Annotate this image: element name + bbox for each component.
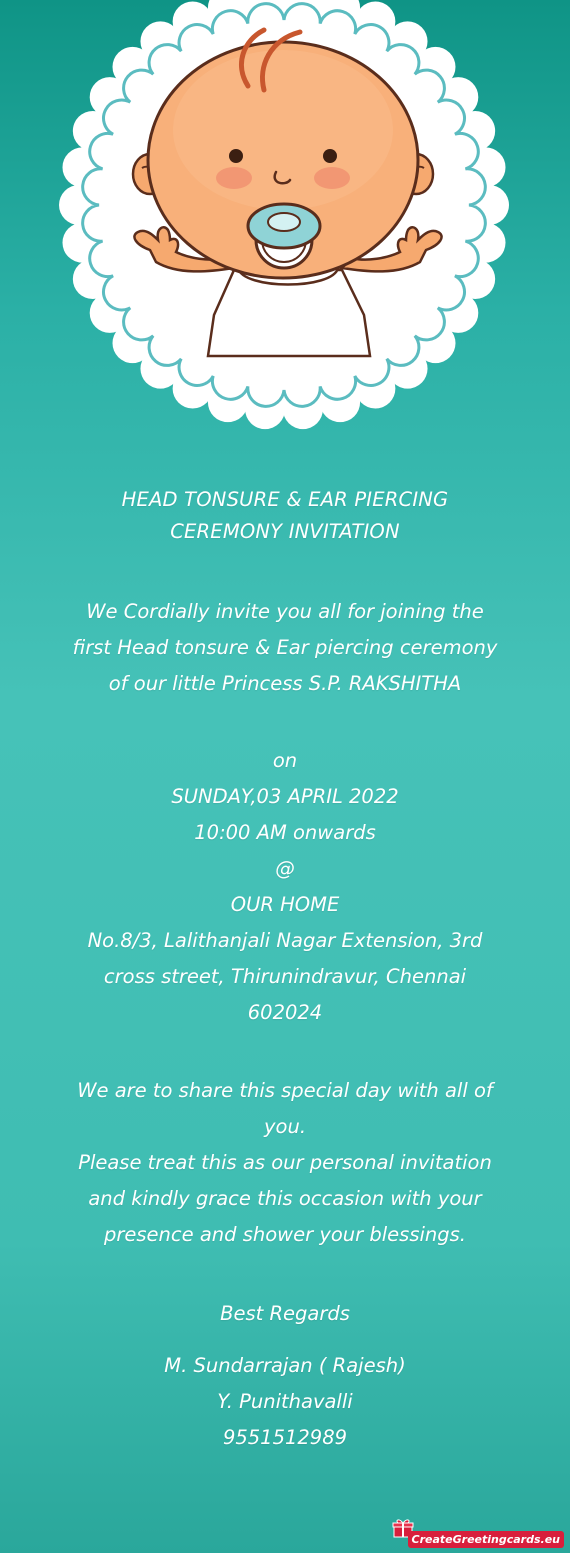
site-watermark[interactable] xyxy=(392,1518,564,1548)
watermark-text: CreateGreetingcards.eu xyxy=(408,1531,564,1548)
baby-illustration-badge xyxy=(38,0,530,430)
address-line-1: No.8/3, Lalithanjali Nagar Extension, 3rd xyxy=(87,929,483,952)
event-venue: OUR HOME xyxy=(230,893,340,916)
invitation-intro xyxy=(0,594,570,702)
hosts xyxy=(0,1348,570,1456)
regards xyxy=(0,1296,570,1332)
intro-line-2: first Head tonsure & Ear piercing ceremony xyxy=(72,636,498,659)
closing-line-1: We are to share this special day with all of xyxy=(77,1079,493,1102)
address-line-2: cross street, Thirunindravur, Chennai xyxy=(103,965,467,988)
closing-line-3: Please treat this as our personal invitation xyxy=(78,1151,492,1174)
intro-line-3: of our little Princess S.P. RAKSHITHA xyxy=(108,672,462,695)
title-line-1: HEAD TONSURE & EAR PIERCING xyxy=(121,488,449,511)
regards-text: Best Regards xyxy=(220,1302,350,1325)
at-symbol: @ xyxy=(275,857,295,880)
address-line-3: 602024 xyxy=(247,1001,323,1024)
closing-message xyxy=(0,1073,570,1253)
closing-line-4: and kindly grace this occasion with your xyxy=(88,1187,482,1210)
on-label: on xyxy=(272,749,298,772)
host-name-1: M. Sundarrajan ( Rajesh) xyxy=(164,1354,406,1377)
title-line-2: CEREMONY INVITATION xyxy=(170,520,400,543)
event-time: 10:00 AM onwards xyxy=(194,821,376,844)
event-details xyxy=(0,743,570,1031)
closing-line-2: you. xyxy=(263,1115,307,1138)
event-date: SUNDAY,03 APRIL 2022 xyxy=(171,785,399,808)
host-phone: 9551512989 xyxy=(222,1426,348,1449)
host-name-2: Y. Punithavalli xyxy=(217,1390,353,1413)
invitation-title xyxy=(0,484,570,548)
closing-line-5: presence and shower your blessings. xyxy=(104,1223,466,1246)
intro-line-1: We Cordially invite you all for joining the xyxy=(86,600,484,623)
